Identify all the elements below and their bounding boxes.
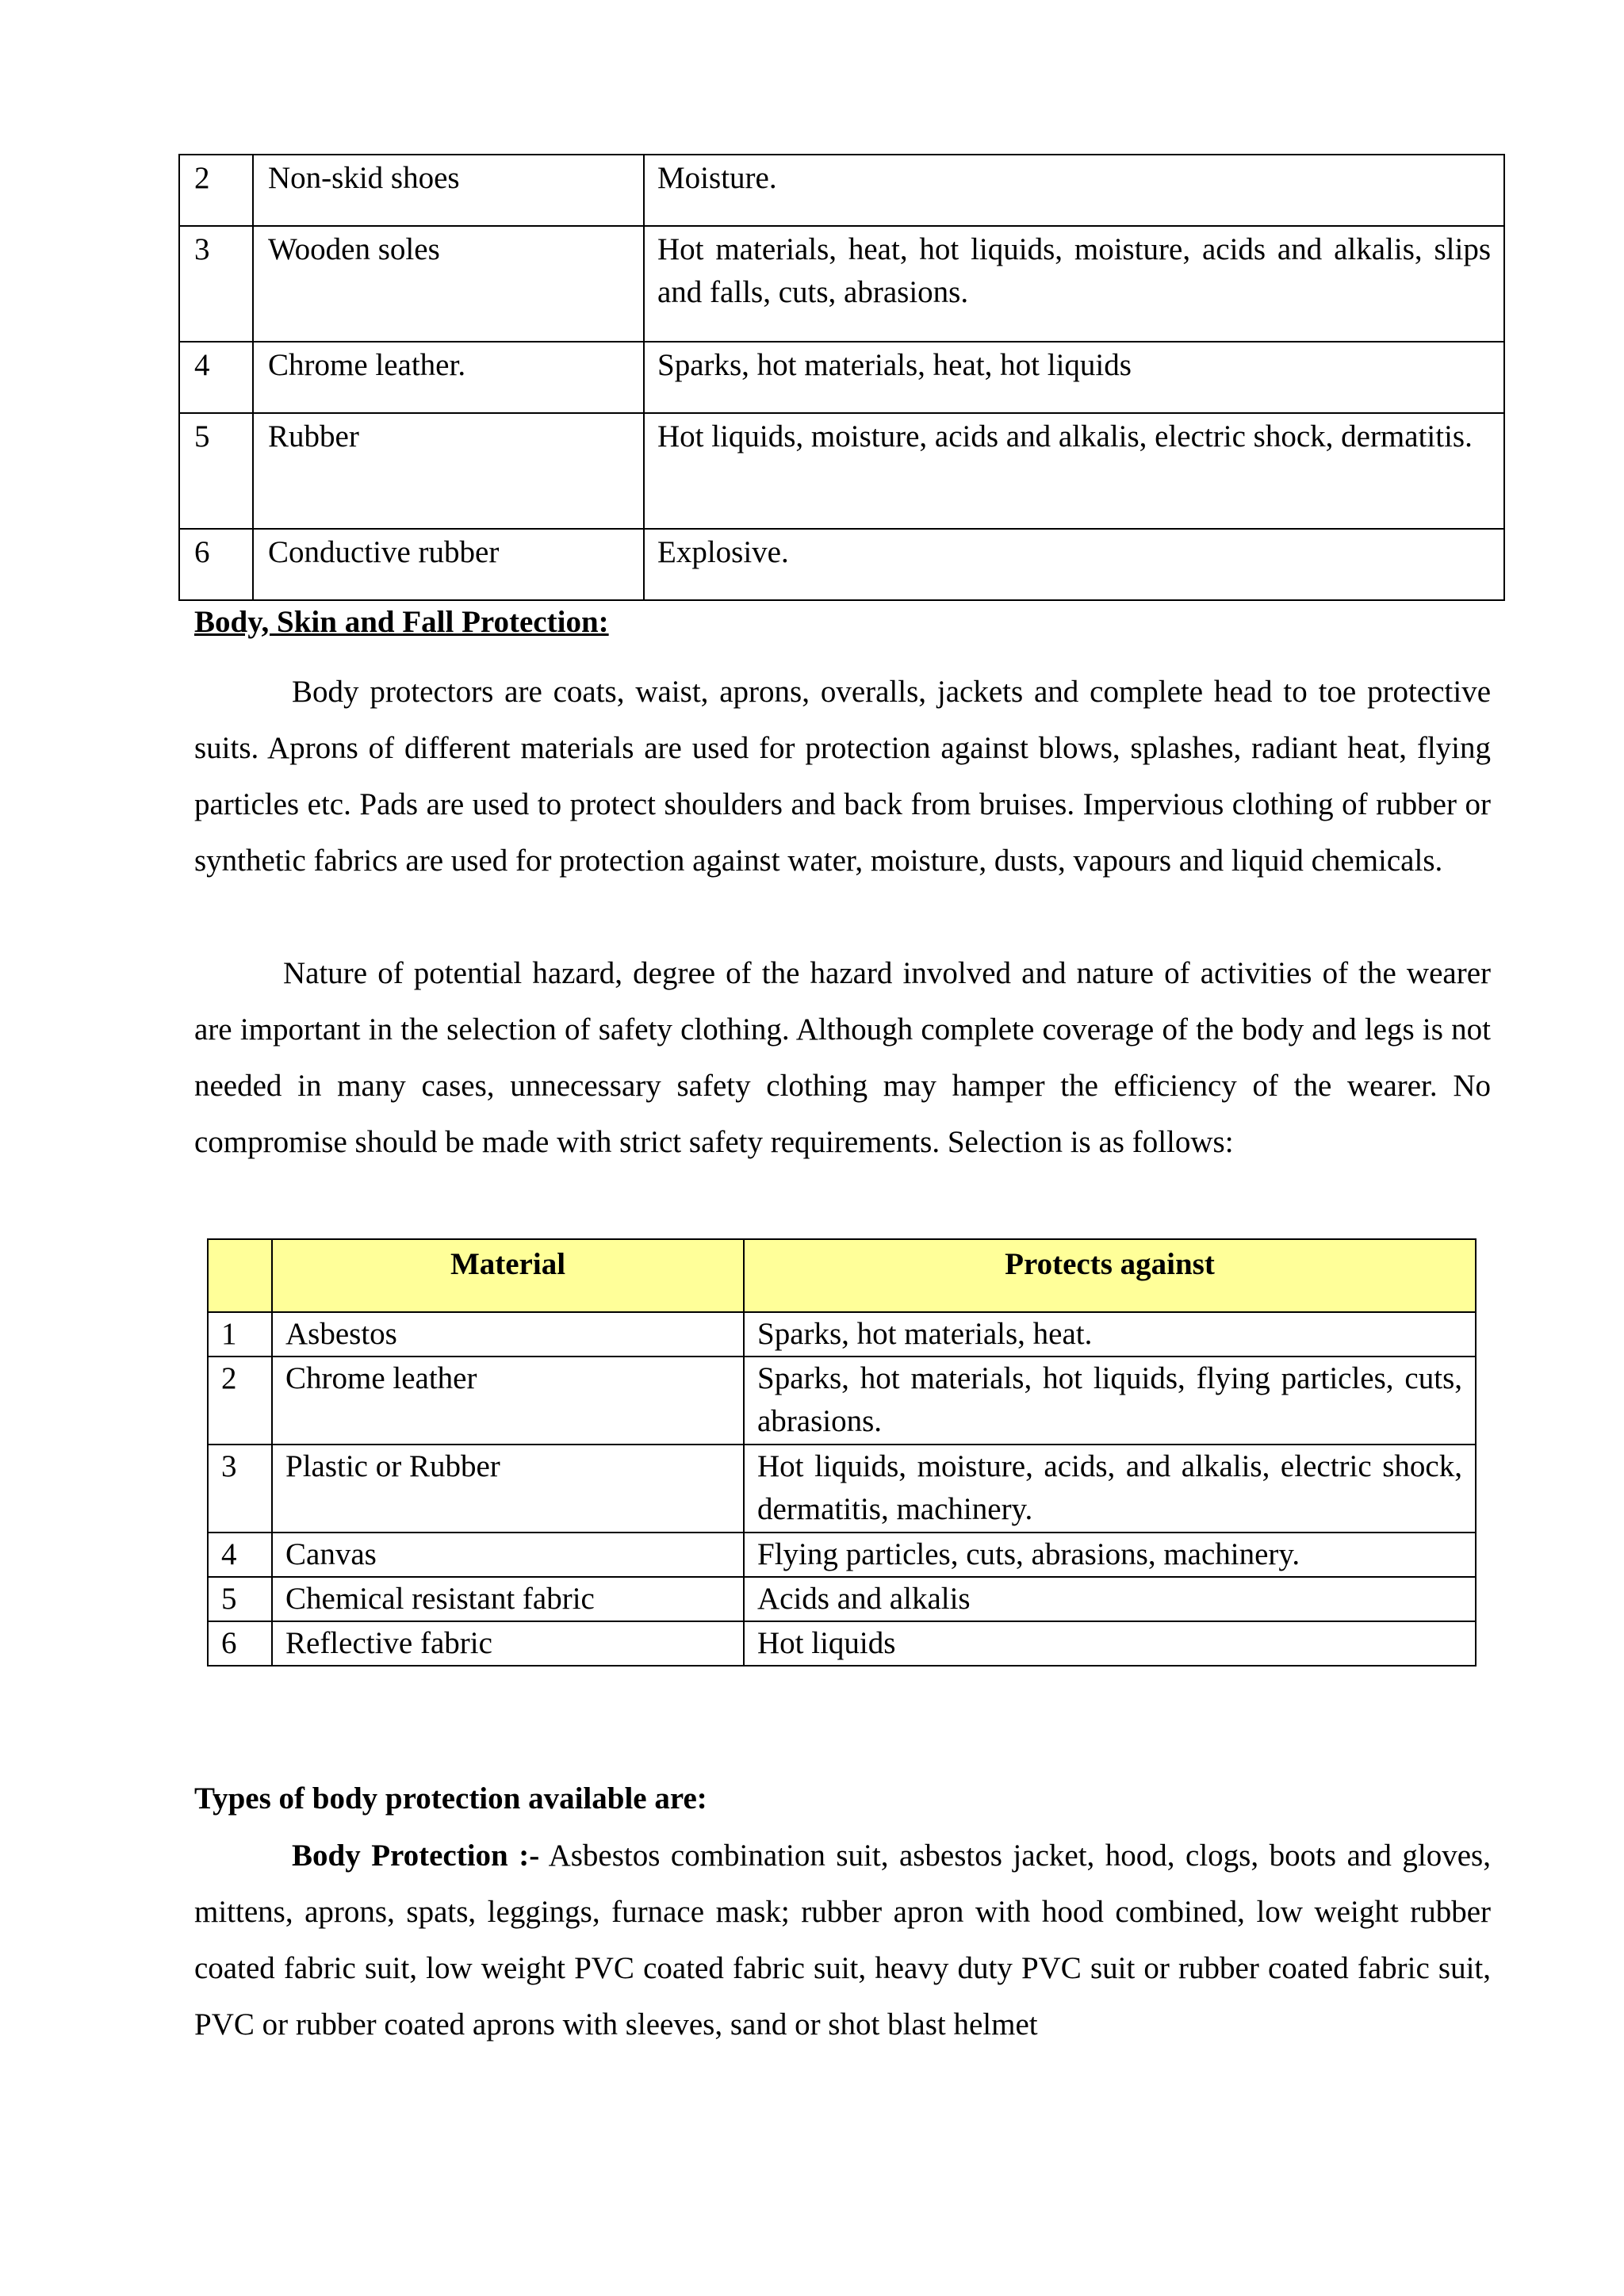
header-number [208, 1239, 272, 1312]
material-cell: Reflective fabric [272, 1621, 744, 1666]
protects-cell: Hot liquids, moisture, acids, and alkalis, electric shock, dermatitis, machinery. [744, 1445, 1476, 1533]
material-cell: Chemical resistant fabric [272, 1577, 744, 1621]
body-paragraph: Nature of potential hazard, degree of the hazard involved and nature of activities of the wearer are important in the selection of safety clothing. Although complete coverage of the body and legs is not needed in many cases, unnecessary safety clothing may hamper the efficiency of the wearer. No compromise should be made with strict safety requirements. Selection is as follows: [194, 956, 1491, 1159]
protects-cell: Moisture. [644, 155, 1504, 226]
body-paragraph: Body protectors are coats, waist, aprons, overalls, jackets and complete head to toe protective suits. Aprons of different materials are used for protection against blows, splashes, radiant heat, flying particles etc. Pads are used to protect shoulders and back from bruises. Impervious clothing of rubber or synthetic fabrics are used for protection against water, moisture, dusts, vapours and liquid chemicals. [194, 675, 1491, 878]
protects-cell: Hot liquids, moisture, acids and alkalis, electric shock, dermatitis. [644, 413, 1504, 529]
header-protects: Protects against [744, 1239, 1476, 1312]
protects-cell: Explosive. [644, 529, 1504, 600]
row-number: 1 [208, 1312, 272, 1357]
table-row [208, 1445, 1476, 1533]
row-number: 5 [179, 413, 253, 529]
row-number: 6 [208, 1621, 272, 1666]
row-number: 4 [179, 342, 253, 413]
table-header-row [208, 1239, 1476, 1312]
protects-cell: Sparks, hot materials, hot liquids, flying particles, cuts, abrasions. [744, 1357, 1476, 1445]
material-cell: Non-skid shoes [253, 155, 644, 226]
protects-cell: Sparks, hot materials, heat. [744, 1312, 1476, 1357]
row-number: 4 [208, 1533, 272, 1577]
material-cell: Conductive rubber [253, 529, 644, 600]
header-material: Material [272, 1239, 744, 1312]
paragraph-text: Asbestos combination suit, asbestos jacket, hood, clogs, boots and gloves, mittens, aprons, spats, leggings, furnace mask; rubber apron with hood combined, low weight rubber coated fabric suit, low weight PVC coated fabric suit, heavy duty PVC suit or rubber coated fabric suit, PVC or rubber coated aprons with sleeves, sand or shot blast helmet [194, 1839, 1491, 2042]
section-heading: Types of body protection available are: [194, 1781, 707, 1816]
footwear-protection-table [178, 154, 1505, 601]
table-row [208, 1357, 1476, 1445]
section-heading: Body, Skin and Fall Protection: [194, 605, 609, 639]
material-cell: Plastic or Rubber [272, 1445, 744, 1533]
material-cell: Chrome leather [272, 1357, 744, 1445]
material-cell: Chrome leather. [253, 342, 644, 413]
protects-cell: Hot materials, heat, hot liquids, moisture, acids and alkalis, slips and falls, cuts, abrasions. [644, 226, 1504, 342]
table-row [179, 226, 1504, 342]
table-row [179, 342, 1504, 413]
protects-cell: Sparks, hot materials, heat, hot liquids [644, 342, 1504, 413]
material-cell: Asbestos [272, 1312, 744, 1357]
row-number: 3 [179, 226, 253, 342]
row-number: 6 [179, 529, 253, 600]
table-row [208, 1621, 1476, 1666]
material-cell: Canvas [272, 1533, 744, 1577]
lead-label: Body Protection :- [292, 1839, 540, 1873]
table-row [208, 1577, 1476, 1621]
material-cell: Wooden soles [253, 226, 644, 342]
clothing-material-table [207, 1238, 1477, 1667]
body-paragraph [194, 1827, 1491, 2053]
protects-cell: Acids and alkalis [744, 1577, 1476, 1621]
table-row [179, 529, 1504, 600]
row-number: 2 [179, 155, 253, 226]
table-row [179, 155, 1504, 226]
table-row [179, 413, 1504, 529]
row-number: 5 [208, 1577, 272, 1621]
table-row [208, 1533, 1476, 1577]
table-row [208, 1312, 1476, 1357]
row-number: 2 [208, 1357, 272, 1445]
protects-cell: Hot liquids [744, 1621, 1476, 1666]
material-cell: Rubber [253, 413, 644, 529]
protects-cell: Flying particles, cuts, abrasions, machinery. [744, 1533, 1476, 1577]
row-number: 3 [208, 1445, 272, 1533]
